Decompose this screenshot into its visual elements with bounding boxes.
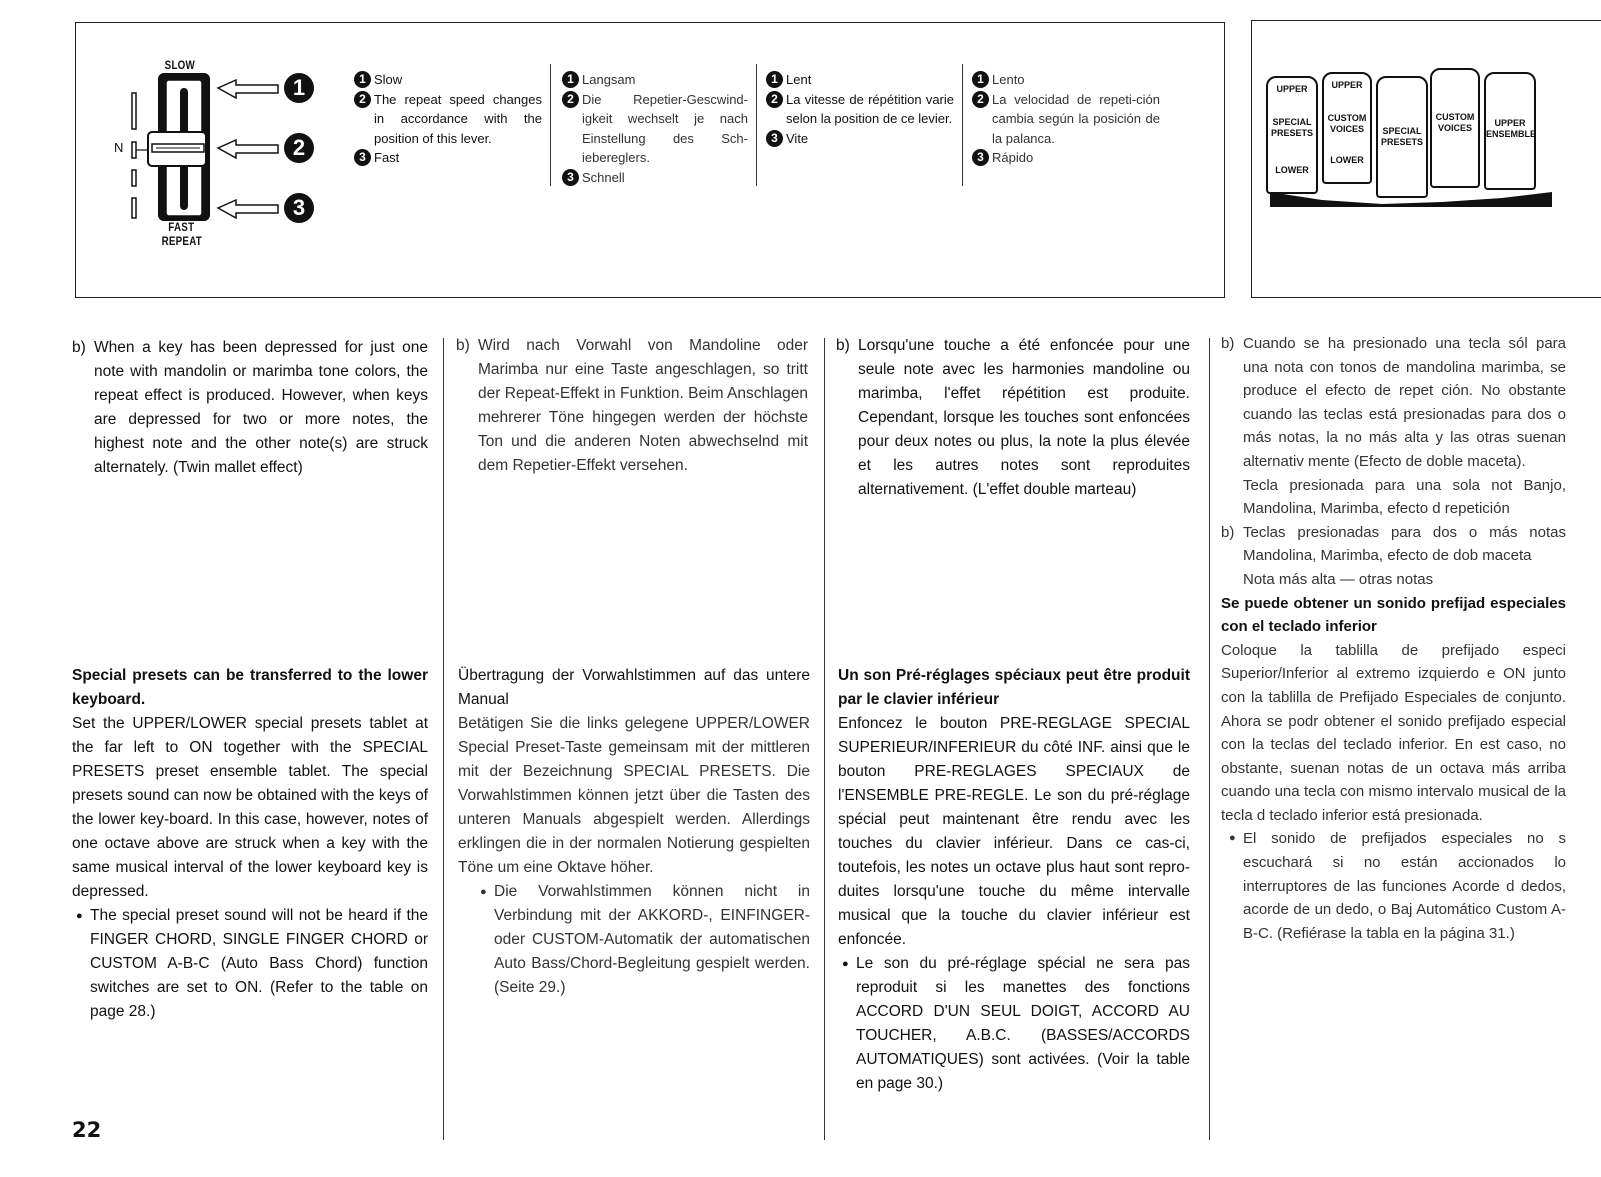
caption-de: 1 Langsam 2 Die Repetier-Gescwind-igkeit wechselt je nach Einstellung des Sch-iebereglers. 3 Schnell [562,70,748,187]
es-bullet: ● El sonido de prefijados especiales no s escuchará si no están accionados lo interruptores de las funciones Acorde d dedos, acorde de un dedo, o Baj Automático Custom A-B-C. (Refiérase la tabla en la página 31.) [1229,830,1566,942]
column-french-section [838,664,1190,1096]
arrow-3 [218,200,278,218]
de-body: Betätigen Sie die links gelegene UPPER/LOWER Special Preset-Taste gemeinsam mit der mittleren mit der Bezeichnung SPECIAL PRESETS. Die Vorwahlstimmen können jetzt über die Tasten des unteren Manuals abgespielt werden. Allerdings erklingen die in der normalen Notierung gespielten Töne um eine Oktave höher. [458,715,810,876]
tablet-upper-ensemble: UPPER ENSEMBLE [1484,72,1536,190]
tablet-special-presets-upper-lower: UPPER SPECIAL PRESETS LOWER [1266,76,1318,194]
en-body: Set the UPPER/LOWER special presets tablet at the far left to ON together with the SPECIAL PRESETS preset ensemble tablet. The special presets sound can now be obtained with the keys of the lower key-board. In this case, however, notes of one octave above are struck when a key with the same musical interval of the lower keyboard key is depressed. [72,715,428,900]
marker-2: 2 [284,133,314,163]
fr-item-b: b) Lorsqu'une touche a été enfoncée pour une seule note avec les harmonies mandoline ou marimba, l'effet répétition est produite. Cependant, lorsque les touches sont enfoncées pour deux notes ou plus, la note la plus élevée et les autres notes sont reproduites alternativement. (L'effet double marteau) [836,337,1190,498]
es-heading: Se puede obtener un sonido prefijad especiales con el teclado inferior [1221,594,1566,636]
column-divider-1 [443,338,444,1140]
fr-bullet: ● Le son du pré-réglage spécial ne sera pas reproduit si les manettes des fonctions ACCORD D'UN SEUL DOIGT, ACCORD AU TOUCHER, A.B.C. (BASSES/ACCORDS AUTOMATIQUES) sont activées. (Voir la table en page 30.) [842,955,1190,1092]
caption-divider-3 [962,64,963,186]
en-heading: Special presets can be transferred to the lower keyboard. [72,667,428,708]
marker-1: 1 [284,73,314,103]
column-divider-3 [1209,338,1210,1140]
lever-slow-label: SLOW [164,60,196,72]
lever-fast-label: FAST [168,222,195,234]
lever-repeat-label: REPEAT [161,236,203,248]
es-item-b2-extra: Nota más alta — otras notas [1243,570,1434,588]
tablet-illustration [1262,62,1562,212]
lever-n-label: N [114,140,124,155]
caption-en: 1 Slow 2 The repeat speed changes in accordance with the position of this lever. 3 Fast [354,70,542,168]
caption-fr: 1 Lent 2 La vitesse de répétition varie selon la position de ce levier. 3 Vite [766,70,954,148]
column-divider-2 [824,338,825,1140]
column-english [72,336,428,480]
page-number: 22 [72,1118,102,1142]
es-item-b2: b) Teclas presionadas para dos o más notas Mandolina, Marimba, efecto de dob maceta [1221,523,1566,565]
de-heading: Übertragung der Vorwahlstimmen auf das untere Manual [458,667,810,708]
column-spanish [1221,332,1566,945]
tablet-custom-voices-upper-lower: UPPER CUSTOM VOICES LOWER [1322,72,1372,184]
caption-divider-2 [756,64,757,186]
fr-heading: Un son Pré-réglages spéciaux peut être produit par le clavier inférieur [838,667,1190,708]
column-german-section [458,664,810,1000]
column-english-section [72,664,428,1024]
tablet-custom-voices: CUSTOM VOICES [1430,68,1480,188]
fr-body: Enfoncez le bouton PRE-REGLAGE SPECIAL SUPERIEUR/INFERIEUR du côté INF. ainsi que le bouton PRE-REGLAGES SPECIAUX de l'ENSEMBLE PRE-REGLE. Le son du pré-réglage spécial peut maintenant être rendu avec les touches du clavier inférieur. Dans ce cas-ci, toutefois, les notes un octave plus haut sont repro-duites lorsqu'une touche du même intervalle musical que la touche du clavier inférieur est enfoncée. [838,715,1190,948]
es-item-b1: b) Cuando se ha presionado una tecla sól para una nota con tonos de mandolina marimba, se produce el efecto de repet ción. No obstante cuando las teclas está presionadas para dos o más notas, la no más alta y las otras suenan alternativ mente (Efecto de doble maceta). [1221,335,1566,470]
tablet-special-presets: SPECIAL PRESETS [1376,76,1428,198]
es-body: Coloque la tablilla de prefijado especi Superior/Inferior al extremo izquierdo e ON junto con la tablilla de Prefijado Especiales de conjunto. Ahora se podr obtener el sonido prefijado especial con la teclas del teclado inferior. En est caso, no obstante, suenan notas de un octava más arriba cuando una tecla con mismo intervalo musical de la tecla d teclado inferior está presionada. [1221,641,1566,824]
caption-divider-1 [550,64,551,186]
marker-3: 3 [284,193,314,223]
caption-es: 1 Lento 2 La velocidad de repeti-ción cambia según la posición de la palanca. 3 Rápido [972,70,1160,168]
de-bullet: ● Die Vorwahlstimmen können nicht in Verbindung mit der AKKORD-, EINFINGER- oder CUSTOM-Automatik der automatischen Auto Bass/Chord-Begleitung gespielt werden. (Seite 29.) [480,883,810,996]
arrow-2 [218,140,278,158]
column-german [456,334,808,478]
en-bullet: ● The special preset sound will not be heard if the FINGER CHORD, SINGLE FINGER CHORD or CUSTOM A-B-C (Auto Bass Chord) function switches are set to ON. (Refer to the table on page 28.) [76,907,428,1020]
arrow-1 [218,80,278,98]
es-item-b1-extra: Tecla presionada para una sola not Banjo, Mandolina, Marimba, efecto d repetición [1243,476,1566,518]
de-item-b: b) Wird nach Vorwahl von Mandoline oder Marimba nur eine Taste angeschlagen, so tritt der Repeat-Effekt in Funktion. Beim Anschlagen mehrerer Töne hingegen werden der höchste Ton und die anderen Noten abwechselnd mit dem Repetier-Effekt versehen. [456,337,808,474]
column-french [836,334,1190,502]
en-item-b: b) When a key has been depressed for just one note with mandolin or marimba tone colors, the repeat effect is produced. However, when keys are depressed for two or more notes, the highest note and the other note(s) are struck alternately. (Twin mallet effect) [72,339,428,476]
